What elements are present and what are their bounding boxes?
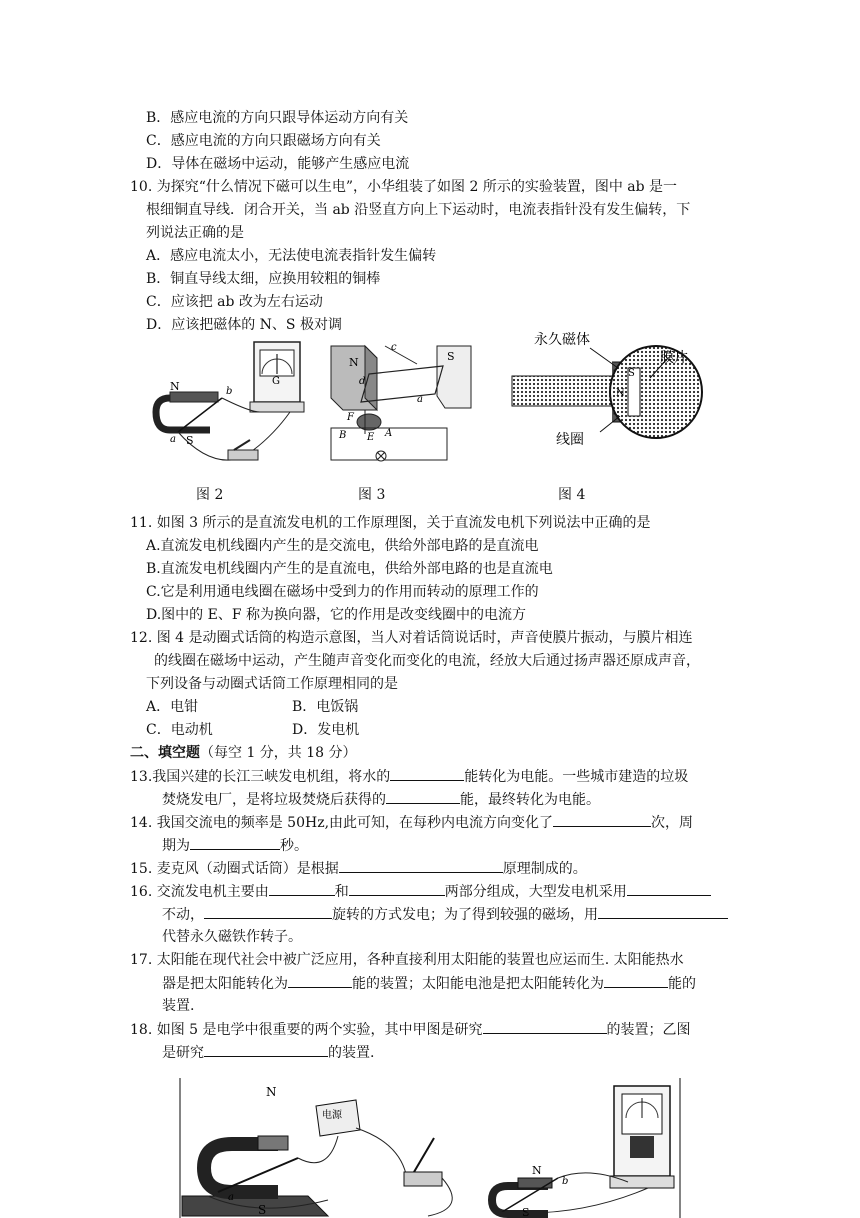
q12-option-a: A．电钳 [146,699,199,715]
section-2-heading [130,743,357,763]
q16-blank-5[interactable] [598,904,728,919]
fig4-label-magnet: 永久磁体 [534,332,590,348]
q14-line1: 14. 我国交流电的频率是 50Hz,由此可知，在每秒内电流方向变化了 次，周 [130,812,693,833]
fig4-label-n: N [616,388,625,399]
q18-line2: 是研究 的装置. [162,1042,374,1063]
q10-option-d: D．应该把磁体的 N、S 极对调 [146,317,342,333]
q10-option-a: A．感应电流太小，无法使电流表指针发生偏转 [146,248,437,264]
q17-line2: 器是把太阳能转化为 能的装置；太阳能电池是把太阳能转化为 能的 [162,973,696,994]
fig2-label-s: S [186,434,194,447]
fig5-label-b-right: b [562,1176,569,1187]
q9-option-b: B．感应电流的方向只跟导体运动方向有关 [146,110,409,126]
q16-blank-1[interactable] [269,881,335,896]
q12-stem-line1: 12. 图 4 是动圈式话筒的构造示意图，当人对着话筒说话时，声音使膜片振动，与膜片相连 [130,630,693,646]
q9-option-d: D．导体在磁场中运动，能够产生感应电流 [146,156,410,172]
figure-2-induction-apparatus [150,340,310,470]
q17-line3: 装置. [162,998,195,1014]
q16-blank-3[interactable] [627,881,711,896]
q16-blank-4[interactable] [204,904,332,919]
q11-option-a: A.直流发电机线圈内产生的是交流电，供给外部电路的是直流电 [146,538,539,554]
figure-3-caption: 图 3 [358,487,386,503]
q14-line2: 期为 秒。 [162,835,308,856]
q16-line1: 16. 交流发电机主要由 和 两部分组成，大型发电机采用 [130,881,711,902]
fig2-label-b: b [226,386,233,397]
q10-stem-line3: 列说法正确的是 [146,225,244,241]
figure-3-dc-generator [325,338,475,468]
fig3-label-a: a [417,394,423,405]
fig3-label-e: E [367,432,375,443]
fig3-label-b: B [339,430,347,441]
q17-blank-2[interactable] [604,973,668,988]
q10-stem-line2: 根细铜直导线．闭合开关，当 ab 沿竖直方向上下运动时，电流表指针没有发生偏转，下 [146,202,691,218]
q13-blank-1[interactable] [390,766,464,781]
fig2-label-g: G [272,376,280,387]
figure-5-experiments [178,1078,682,1218]
q11-option-b: B.直流发电机线圈内产生的是直流电，供给外部电路的也是直流电 [146,561,553,577]
q10-option-c: C．应该把 ab 改为左右运动 [146,294,323,310]
q15-line: 15. 麦克风（动圈式话筒）是根据 原理制成的。 [130,858,587,879]
q9-option-c: C．感应电流的方向只跟磁场方向有关 [146,133,381,149]
q17-blank-1[interactable] [288,973,352,988]
q18-line1: 18. 如图 5 是电学中很重要的两个实验，其中甲图是研究 的装置；乙图 [130,1019,691,1040]
q15-blank[interactable] [339,858,503,873]
fig3-label-f: F [347,412,354,423]
q11-option-c: C.它是利用通电线圈在磁场中受到力的作用而转动的原理工作的 [146,584,539,600]
q10-stem-line1: 10. 为探究“什么情况下磁可以生电”，小华组装了如图 2 所示的实验装置，图中 ab 是一 [130,179,678,195]
q13-blank-2[interactable] [386,789,460,804]
figure-4-dynamic-microphone [500,330,700,460]
q14-blank-2[interactable] [190,835,280,850]
q11-option-d: D.图中的 E、F 称为换向器，它的作用是改变线圈中的电流方 [146,607,527,623]
fig4-label-coil: 线圈 [556,432,584,448]
q13-line1: 13.我国兴建的长江三峡发电机组，将水的 能转化为电能。一些城市建造的垃圾 [130,766,688,787]
fig3-label-d: d [359,376,366,387]
q17-line1: 17. 太阳能在现代社会中被广泛应用，各种直接利用太阳能的装置也应运而生. 太阳能热水 [130,952,684,968]
fig5-label-a-left: a [228,1192,234,1203]
figure-2-caption: 图 2 [196,487,224,503]
fig3-label-a-brush: A [385,428,393,439]
fig3-label-c: c [391,342,397,353]
fig5-label-n-right: N [532,1164,542,1177]
q14-blank-1[interactable] [553,812,651,827]
q13-line2: 焚烧发电厂，是将垃圾焚烧后获得的 能，最终转化为电能。 [162,789,600,810]
q16-line2: 不动， 旋转的方式发电；为了得到较强的磁场，用 [162,904,728,925]
figure-4-caption: 图 4 [558,487,586,503]
q12-stem-line3: 下列设备与动圈式话筒工作原理相同的是 [146,676,398,692]
q12-option-c: C．电动机 [146,722,213,738]
fig5-label-n-left: N [266,1085,277,1099]
fig4-label-membrane: 膜片 [660,350,688,366]
q11-stem: 11. 如图 3 所示的是直流发电机的工作原理图，关于直流发电机下列说法中正确的是 [130,515,651,531]
q10-option-b: B．铜直导线太细，应换用较粗的铜棒 [146,271,381,287]
fig5-label-power: 电源 [322,1110,342,1121]
fig3-label-n: N [349,356,359,369]
q18-blank-2[interactable] [204,1042,328,1057]
q18-blank-1[interactable] [483,1019,607,1034]
q16-blank-2[interactable] [349,881,445,896]
fig4-label-s: S [628,368,635,379]
q12-option-b: B．电饭锅 [292,699,359,715]
section-2-title: 二、填空题 [130,745,200,761]
fig2-label-n: N [170,380,180,393]
q12-option-d: D．发电机 [292,722,360,738]
fig3-label-s: S [447,350,455,363]
fig5-label-s-right: S [522,1206,530,1218]
section-2-note: （每空 1 分，共 18 分） [200,745,357,761]
fig2-label-a: a [170,434,176,445]
q12-stem-line2: 的线圈在磁场中运动，产生随声音变化而变化的电流，经放大后通过扬声器还原成声音， [154,653,700,669]
fig5-label-s-left: S [258,1203,267,1217]
q16-line3: 代替永久磁铁作转子。 [162,929,302,945]
